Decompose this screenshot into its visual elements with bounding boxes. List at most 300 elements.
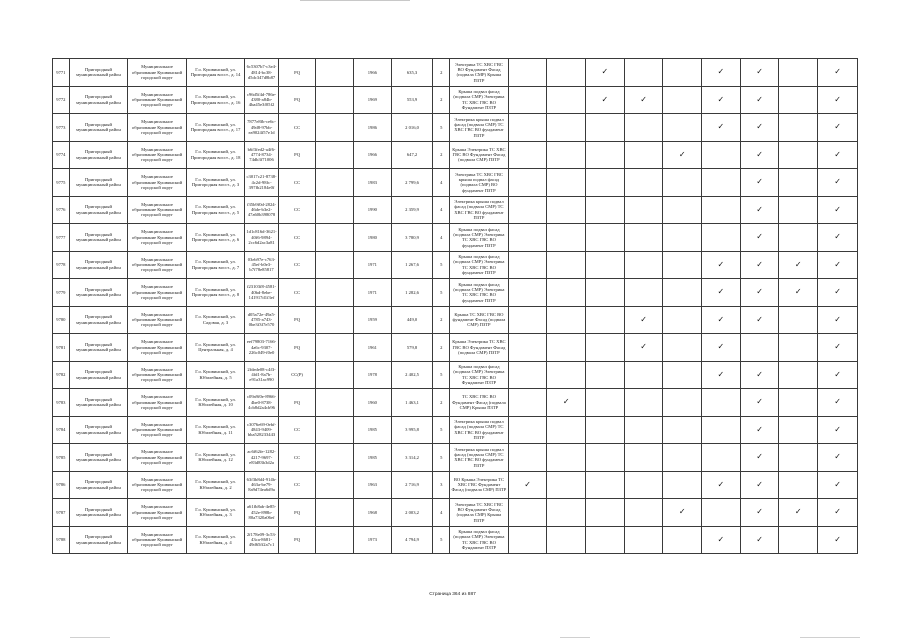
- district-cell: Пригородный муниципальный район: [69, 306, 128, 334]
- building-type-cell: CC: [278, 444, 316, 472]
- works-list-cell: Крыша Электрика ТС ХВС ГВС ВО Фундамент Фасад (подвала СМР) ПЗТР: [450, 334, 509, 362]
- work-check-cell: [624, 169, 663, 197]
- work-check-cell: [702, 196, 741, 224]
- work-check-cell: [624, 444, 663, 472]
- municipality-cell: Муниципальное образование Кушвинский городской округ: [128, 224, 187, 252]
- municipality-cell: Муниципальное образование Кушвинский городской округ: [128, 444, 187, 472]
- municipality-cell: Муниципальное образование Кушвинский городской округ: [128, 114, 187, 142]
- building-type-cell: CC: [278, 251, 316, 279]
- table-row: [53, 141, 858, 169]
- district-cell: Пригородный муниципальный район: [69, 389, 128, 417]
- checkmark-icon: ✓: [717, 67, 725, 77]
- work-check-cell: [740, 416, 779, 444]
- checkmark-icon: ✓: [834, 534, 841, 544]
- checkmark-icon: ✓: [640, 342, 647, 352]
- work-check-cell: [702, 499, 741, 527]
- building-type-cell: PQ: [278, 499, 316, 527]
- works-list-cell: Электрика ТС ХВС ГВС крыша подвал фасад (подвала СМР) ВО фундамент ПЗТР: [450, 169, 509, 197]
- year-cell: 1968: [354, 499, 392, 527]
- blank-cell: [316, 224, 354, 252]
- address-cell: Г.о. Кушвинский, ул. Пригородная восст., д. 14: [186, 59, 245, 87]
- municipality-cell: Муниципальное образование Кушвинский городской округ: [128, 334, 187, 362]
- table-row: [53, 389, 858, 417]
- checkmark-icon: ✓: [834, 232, 841, 242]
- work-check-cell: [663, 59, 702, 87]
- checkmark-icon: ✓: [756, 397, 763, 407]
- row-number: 9788: [53, 526, 70, 554]
- floors-cell: 5: [433, 416, 450, 444]
- work-check-cell: [779, 444, 818, 472]
- checkmark-icon: ✓: [756, 314, 763, 324]
- work-check-cell: [586, 196, 625, 224]
- row-number: 9783: [53, 389, 70, 417]
- checkmark-icon: ✓: [756, 424, 763, 434]
- work-check-cell: [586, 251, 625, 279]
- row-number: 9772: [53, 86, 70, 114]
- work-check-cell: [508, 251, 547, 279]
- district-cell: Пригородный муниципальный район: [69, 279, 128, 307]
- district-cell: Пригородный муниципальный район: [69, 141, 128, 169]
- work-check-cell: [663, 279, 702, 307]
- floors-cell: 4: [433, 499, 450, 527]
- checkmark-icon: ✓: [794, 287, 802, 297]
- area-cell: 635,3: [391, 59, 433, 87]
- district-cell: Пригородный муниципальный район: [69, 526, 128, 554]
- work-check-cell: [624, 279, 663, 307]
- blank-cell: [316, 416, 354, 444]
- scan-artifact-bottom: [560, 637, 590, 638]
- work-check-cell: [779, 526, 818, 554]
- works-list-cell: Электрика крыша подвал фасад (подвала СМР) ТС ХВС ГВС ВО фундамент ПЗТР: [450, 416, 509, 444]
- work-check-cell: [508, 499, 547, 527]
- work-check-cell: [818, 526, 858, 554]
- work-check-cell: [779, 141, 818, 169]
- work-check-cell: [740, 86, 779, 114]
- building-type-cell: CC: [278, 471, 316, 499]
- work-check-cell: [779, 416, 818, 444]
- checkmark-icon: ✓: [834, 204, 841, 214]
- table-row: [53, 471, 858, 499]
- district-cell: Пригородный муниципальный район: [69, 334, 128, 362]
- work-check-cell: [740, 279, 779, 307]
- blank-cell: [316, 526, 354, 554]
- work-check-cell: [508, 169, 547, 197]
- district-cell: Пригородный муниципальный район: [69, 224, 128, 252]
- floors-cell: 5: [433, 361, 450, 389]
- checkmark-icon: ✓: [756, 204, 763, 214]
- year-cell: 1971: [354, 251, 392, 279]
- municipality-cell: Муниципальное образование Кушвинский городской округ: [128, 196, 187, 224]
- municipality-cell: Муниципальное образование Кушвинский городской округ: [128, 526, 187, 554]
- work-check-cell: [740, 499, 779, 527]
- work-check-cell: [818, 169, 858, 197]
- blank-cell: [316, 59, 354, 87]
- table-row: [53, 499, 858, 527]
- work-check-cell: [702, 526, 741, 554]
- work-check-cell: [779, 251, 818, 279]
- floors-cell: 4: [433, 196, 450, 224]
- blank-cell: [316, 499, 354, 527]
- address-cell: Г.о. Кушвинский, ул. Юбилейная, д. 12: [186, 444, 245, 472]
- area-cell: 2 016,0: [391, 114, 433, 142]
- row-number: 9782: [53, 361, 70, 389]
- work-check-cell: [624, 416, 663, 444]
- guid-cell: c96d5f4d-786e-4380-a84b-4ba45e3f05f2: [245, 86, 278, 114]
- guid-cell: f35b9f0d-2824-46de-b3e2-47a60b398078: [245, 196, 278, 224]
- work-check-cell: [624, 86, 663, 114]
- work-check-cell: [624, 334, 663, 362]
- district-cell: Пригородный муниципальный район: [69, 251, 128, 279]
- checkmark-icon: ✓: [756, 452, 763, 462]
- building-register-table: [52, 58, 858, 554]
- district-cell: Пригородный муниципальный район: [69, 499, 128, 527]
- works-list-cell: Крыша подвал фасад (подвала СМР) Электрика ТС ХВС ГВС ВО Фундамент ПЗТР: [450, 361, 509, 389]
- row-number: 9771: [53, 59, 70, 87]
- work-check-cell: [702, 471, 741, 499]
- row-number: 9781: [53, 334, 70, 362]
- year-cell: 1990: [354, 196, 392, 224]
- checkmark-icon: ✓: [717, 369, 725, 379]
- scan-artifact-bottom: [70, 637, 110, 638]
- table-row: [53, 59, 858, 87]
- year-cell: 1966: [354, 59, 392, 87]
- area-cell: 2 402,5: [391, 361, 433, 389]
- works-list-cell: Электрика ТС ХВС ГВС ВО Фундамент Фасад (подвала СМР) Крыша ПЗТР: [450, 499, 509, 527]
- floors-cell: 5: [433, 251, 450, 279]
- municipality-cell: Муниципальное образование Кушвинский городской округ: [128, 141, 187, 169]
- checkmark-icon: ✓: [756, 534, 763, 544]
- year-cell: 1969: [354, 86, 392, 114]
- work-check-cell: [624, 361, 663, 389]
- works-list-cell: Крыша Электрика ТС ХВС ГВС ВО Фундамент Фасад (подвала СМР) ПЗТР: [450, 141, 509, 169]
- table-row: [53, 169, 858, 197]
- works-list-cell: ТС ХВС ГВС ВО Фундамент Фасад (подвала СМР) Крыша ПЗТР: [450, 389, 509, 417]
- work-check-cell: [818, 141, 858, 169]
- works-list-cell: Крыша подвал фасад (подвала СМР) Электрика ТС ХВС ГВС ВО Фундамент ПЗТР: [450, 526, 509, 554]
- blank-cell: [316, 389, 354, 417]
- year-cell: 1959: [354, 306, 392, 334]
- blank-cell: [316, 114, 354, 142]
- municipality-cell: Муниципальное образование Кушвинский городской округ: [128, 169, 187, 197]
- work-check-cell: [624, 114, 663, 142]
- building-type-cell: CC: [278, 196, 316, 224]
- work-check-cell: [702, 114, 741, 142]
- work-check-cell: [818, 114, 858, 142]
- work-check-cell: [663, 114, 702, 142]
- address-cell: Г.о. Кушвинский, ул. Пригородная восст., д. 8: [186, 279, 245, 307]
- work-check-cell: [508, 526, 547, 554]
- checkmark-icon: ✓: [678, 507, 686, 517]
- guid-cell: b6f3fed2-a4f6-4774-8734-74db3f71006: [245, 141, 278, 169]
- row-number: 9779: [53, 279, 70, 307]
- work-check-cell: [818, 416, 858, 444]
- building-type-cell: PQ: [278, 389, 316, 417]
- works-list-cell: Крыша подвал фасад (подвала СМР) Электрика ТС ХВС ГВС ВО фундамент ПЗТР: [450, 279, 509, 307]
- work-check-cell: [508, 389, 547, 417]
- blank-cell: [316, 334, 354, 362]
- checkmark-icon: ✓: [678, 149, 686, 159]
- municipality-cell: Муниципальное образование Кушвинский городской округ: [128, 389, 187, 417]
- work-check-cell: [740, 59, 779, 87]
- work-check-cell: [702, 224, 741, 252]
- area-cell: 1 267,6: [391, 251, 433, 279]
- municipality-cell: Муниципальное образование Кушвинский городской округ: [128, 416, 187, 444]
- area-cell: 1 463,1: [391, 389, 433, 417]
- work-check-cell: [547, 334, 586, 362]
- checkmark-icon: ✓: [717, 287, 725, 297]
- checkmark-icon: ✓: [640, 94, 647, 104]
- work-check-cell: [586, 279, 625, 307]
- work-check-cell: [740, 306, 779, 334]
- floors-cell: 2: [433, 334, 450, 362]
- year-cell: 1986: [354, 114, 392, 142]
- work-check-cell: [586, 59, 625, 87]
- work-check-cell: [508, 114, 547, 142]
- work-check-cell: [624, 251, 663, 279]
- checkmark-icon: ✓: [756, 479, 763, 489]
- table-row: [53, 86, 858, 114]
- building-type-cell: CC: [278, 416, 316, 444]
- area-cell: 449,0: [391, 306, 433, 334]
- work-check-cell: [818, 361, 858, 389]
- building-type-cell: CC: [278, 169, 316, 197]
- work-check-cell: [818, 86, 858, 114]
- work-check-cell: [547, 361, 586, 389]
- year-cell: 1983: [354, 169, 392, 197]
- work-check-cell: [702, 251, 741, 279]
- work-check-cell: [547, 279, 586, 307]
- area-cell: 4 794,9: [391, 526, 433, 554]
- year-cell: 1966: [354, 141, 392, 169]
- work-check-cell: [547, 114, 586, 142]
- guid-cell: c3076e69-0ebf-4843-9409-bba528233443: [245, 416, 278, 444]
- work-check-cell: [779, 169, 818, 197]
- work-check-cell: [547, 306, 586, 334]
- checkmark-icon: ✓: [756, 232, 763, 242]
- building-type-cell: CC: [278, 224, 316, 252]
- municipality-cell: Муниципальное образование Кушвинский городской округ: [128, 251, 187, 279]
- blank-cell: [316, 251, 354, 279]
- municipality-cell: Муниципальное образование Кушвинский городской округ: [128, 86, 187, 114]
- area-cell: 553,9: [391, 86, 433, 114]
- work-check-cell: [663, 361, 702, 389]
- table-row: [53, 279, 858, 307]
- table-row: [53, 224, 858, 252]
- checkmark-icon: ✓: [834, 67, 841, 77]
- work-check-cell: [702, 416, 741, 444]
- work-check-cell: [508, 416, 547, 444]
- scan-artifact-top: [300, 0, 410, 1]
- checkmark-icon: ✓: [834, 452, 841, 462]
- work-check-cell: [818, 471, 858, 499]
- area-cell: 2 716,9: [391, 471, 433, 499]
- work-check-cell: [508, 59, 547, 87]
- work-check-cell: [740, 251, 779, 279]
- work-check-cell: [779, 499, 818, 527]
- building-type-cell: CC: [278, 279, 316, 307]
- row-number: 9778: [53, 251, 70, 279]
- table-row: [53, 444, 858, 472]
- address-cell: Г.о. Кушвинский, ул. Пригородная восст., д. 3: [186, 169, 245, 197]
- work-check-cell: [818, 59, 858, 87]
- checkmark-icon: ✓: [834, 479, 841, 489]
- work-check-cell: [740, 114, 779, 142]
- floors-cell: 5: [433, 526, 450, 554]
- work-check-cell: [818, 334, 858, 362]
- address-cell: Г.о. Кушвинский, ул. Садовая, д. 3: [186, 306, 245, 334]
- checkmark-icon: ✓: [834, 149, 841, 159]
- work-check-cell: [663, 141, 702, 169]
- work-check-cell: [586, 389, 625, 417]
- work-check-cell: [547, 141, 586, 169]
- work-check-cell: [702, 169, 741, 197]
- year-cell: 1961: [354, 334, 392, 362]
- checkmark-icon: ✓: [834, 287, 841, 297]
- work-check-cell: [702, 141, 741, 169]
- guid-cell: 63f3b8d4-914b-463a-be79-8a9d74ea6d9a: [245, 471, 278, 499]
- district-cell: Пригородный муниципальный район: [69, 444, 128, 472]
- guid-cell: f23103f8-4581-40bd-8ebe-141917d1f3ef: [245, 279, 278, 307]
- work-check-cell: [663, 416, 702, 444]
- building-type-cell: PQ: [278, 334, 316, 362]
- area-cell: 2 003,2: [391, 499, 433, 527]
- address-cell: Г.о. Кушвинский, ул. Юбилейная, д. 2: [186, 471, 245, 499]
- checkmark-icon: ✓: [834, 122, 841, 132]
- work-check-cell: [818, 224, 858, 252]
- year-cell: 1973: [354, 526, 392, 554]
- floors-cell: 2: [433, 59, 450, 87]
- works-list-cell: Крыша подвал фасад (подвала СМР) Электрика ТС ХВС ГВС ВО фундамент ПЗТР: [450, 251, 509, 279]
- work-check-cell: [508, 196, 547, 224]
- guid-cell: d05a72e-49a5-4785-a743-0be3f3f7e570: [245, 306, 278, 334]
- work-check-cell: [586, 141, 625, 169]
- work-check-cell: [818, 279, 858, 307]
- work-check-cell: [663, 306, 702, 334]
- work-check-cell: [740, 526, 779, 554]
- work-check-cell: [586, 361, 625, 389]
- work-check-cell: [586, 526, 625, 554]
- work-check-cell: [547, 444, 586, 472]
- work-check-cell: [624, 526, 663, 554]
- work-check-cell: [508, 306, 547, 334]
- work-check-cell: [779, 114, 818, 142]
- work-check-cell: [547, 471, 586, 499]
- work-check-cell: [586, 306, 625, 334]
- floors-cell: 2: [433, 389, 450, 417]
- guid-cell: c09a9f0e-8966-4be0-8738-4cb8d2a4cb96: [245, 389, 278, 417]
- work-check-cell: [779, 471, 818, 499]
- address-cell: Г.о. Кушвинский, ул. Пригородная восст., д. 5: [186, 196, 245, 224]
- work-check-cell: [624, 499, 663, 527]
- checkmark-icon: ✓: [834, 369, 841, 379]
- floors-cell: 2: [433, 141, 450, 169]
- page-footer: Страница 364 из 887: [429, 592, 476, 597]
- work-check-cell: [818, 499, 858, 527]
- checkmark-icon: ✓: [834, 424, 841, 434]
- row-number: 9776: [53, 196, 70, 224]
- table-row: [53, 306, 858, 334]
- blank-cell: [316, 141, 354, 169]
- work-check-cell: [547, 86, 586, 114]
- area-cell: 2 799,6: [391, 169, 433, 197]
- works-list-cell: Электрика крыша подвал фасад (подвала СМР) ТС ХВС ГВС ВО фундамент ПЗТР: [450, 444, 509, 472]
- work-check-cell: [740, 196, 779, 224]
- building-type-cell: PQ: [278, 59, 316, 87]
- checkmark-icon: ✓: [756, 259, 763, 269]
- guid-cell: ac6f62fe-1282-4217-9697-e83d83b3d2a: [245, 444, 278, 472]
- address-cell: Г.о. Кушвинский, ул. Центральная, д. 4: [186, 334, 245, 362]
- work-check-cell: [663, 251, 702, 279]
- work-check-cell: [508, 279, 547, 307]
- address-cell: Г.о. Кушвинский, ул. Пригородная восст., д. 17: [186, 114, 245, 142]
- work-check-cell: [663, 169, 702, 197]
- work-check-cell: [508, 141, 547, 169]
- work-check-cell: [740, 444, 779, 472]
- district-cell: Пригородный муниципальный район: [69, 416, 128, 444]
- blank-cell: [316, 196, 354, 224]
- checkmark-icon: ✓: [717, 342, 725, 352]
- area-cell: 3 314,2: [391, 444, 433, 472]
- table-row: [53, 114, 858, 142]
- address-cell: Г.о. Кушвинский, ул. Юбилейная, д. 10: [186, 389, 245, 417]
- municipality-cell: Муниципальное образование Кушвинский городской округ: [128, 471, 187, 499]
- work-check-cell: [779, 334, 818, 362]
- work-check-cell: [779, 224, 818, 252]
- checkmark-icon: ✓: [717, 94, 725, 104]
- blank-cell: [316, 471, 354, 499]
- work-check-cell: [818, 251, 858, 279]
- table-row: [53, 251, 858, 279]
- building-type-cell: CC(P): [278, 361, 316, 389]
- floors-cell: 5: [433, 114, 450, 142]
- row-number: 9784: [53, 416, 70, 444]
- blank-cell: [316, 86, 354, 114]
- municipality-cell: Муниципальное образование Кушвинский городской округ: [128, 279, 187, 307]
- work-check-cell: [740, 141, 779, 169]
- work-check-cell: [624, 389, 663, 417]
- table-row: [53, 334, 858, 362]
- work-check-cell: [702, 334, 741, 362]
- year-cell: 1980: [354, 224, 392, 252]
- work-check-cell: [702, 279, 741, 307]
- work-check-cell: [586, 114, 625, 142]
- work-check-cell: [508, 471, 547, 499]
- work-check-cell: [508, 334, 547, 362]
- work-check-cell: [663, 471, 702, 499]
- checkmark-icon: ✓: [756, 67, 763, 77]
- building-type-cell: PQ: [278, 526, 316, 554]
- work-check-cell: [624, 471, 663, 499]
- work-check-cell: [702, 444, 741, 472]
- floors-cell: 5: [433, 279, 450, 307]
- area-cell: 579,8: [391, 334, 433, 362]
- checkmark-icon: ✓: [756, 149, 763, 159]
- work-check-cell: [586, 499, 625, 527]
- municipality-cell: Муниципальное образование Кушвинский городской округ: [128, 361, 187, 389]
- checkmark-icon: ✓: [834, 342, 841, 352]
- checkmark-icon: ✓: [717, 259, 725, 269]
- checkmark-icon: ✓: [756, 177, 763, 187]
- checkmark-icon: ✓: [717, 122, 725, 132]
- area-cell: 647,2: [391, 141, 433, 169]
- checkmark-icon: ✓: [640, 314, 647, 324]
- work-check-cell: [740, 389, 779, 417]
- work-check-cell: [779, 389, 818, 417]
- work-check-cell: [663, 224, 702, 252]
- work-check-cell: [624, 59, 663, 87]
- year-cell: 1971: [354, 279, 392, 307]
- district-cell: Пригородный муниципальный район: [69, 114, 128, 142]
